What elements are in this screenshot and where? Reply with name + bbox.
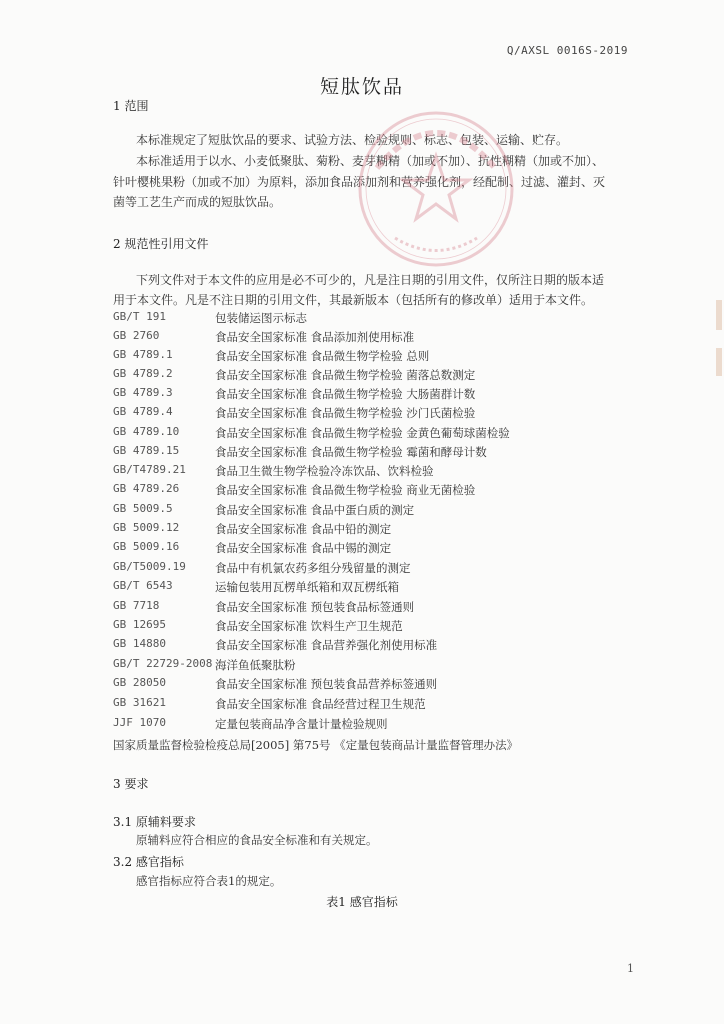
scope-line-4: 菌等工艺生产而成的短肽饮品。: [113, 195, 282, 209]
ref-title: 食品安全国家标准 食品中蛋白质的测定: [215, 503, 415, 517]
ref-code: GB 5009.5: [113, 502, 173, 515]
ref-title: 食品安全国家标准 饮料生产卫生规范: [215, 619, 403, 633]
ref-title: 食品安全国家标准 食品微生物学检验 沙门氏菌检验: [215, 406, 476, 420]
ref-code: GB 4789.2: [113, 367, 173, 380]
ref-title: 食品安全国家标准 食品微生物学检验 金黄色葡萄球菌检验: [215, 426, 510, 440]
raw-material-requirement: 原辅料应符合相应的食品安全标准和有关规定。: [136, 833, 378, 847]
ref-title: 定量包装商品净含量计量检验规则: [215, 717, 388, 731]
ref-title: 食品安全国家标准 食品微生物学检验 总则: [215, 349, 430, 363]
ref-code: GB 7718: [113, 599, 160, 612]
ref-code: GB 4789.10: [113, 425, 180, 438]
ref-title: 食品安全国家标准 食品经营过程卫生规范: [215, 697, 426, 711]
ref-title: 包装储运图示标志: [215, 311, 307, 325]
scope-line-3: 针叶樱桃果粉（加或不加）为原料，添加食品添加剂和营养强化剂，经配制、过滤、灌封、灭: [113, 175, 606, 189]
ref-title: 食品安全国家标准 食品中锡的测定: [215, 541, 392, 555]
company-seal-stamp: [355, 108, 517, 270]
ref-code: GB/T 22729-2008: [113, 657, 213, 670]
ref-code: GB 12695: [113, 618, 166, 631]
ref-code: GB/T4789.21: [113, 463, 186, 476]
ref-title: 食品安全国家标准 食品微生物学检验 菌落总数测定: [215, 368, 476, 382]
ref-title: 食品安全国家标准 预包装食品标签通则: [215, 600, 415, 614]
section-1-heading: 1 范围: [113, 99, 149, 113]
ref-code: GB 4789.15: [113, 444, 180, 457]
ref-code: GB 4789.4: [113, 405, 173, 418]
ref-code: GB 2760: [113, 329, 160, 342]
ref-title: 食品安全国家标准 食品微生物学检验 大肠菌群计数: [215, 387, 476, 401]
section-3-heading: 3 要求: [113, 777, 149, 791]
scope-line-1: 本标准规定了短肽饮品的要求、试验方法、检验规则、标志、包装、运输、贮存。: [136, 133, 569, 147]
ref-title: 食品安全国家标准 食品微生物学检验 商业无菌检验: [215, 483, 476, 497]
references-intro-1: 下列文件对于本文件的应用是必不可少的，凡是注日期的引用文件，仅所注日期的版本适: [136, 273, 605, 287]
subsection-3-1-heading: 3.1 原辅料要求: [113, 815, 196, 829]
ref-code: GB 4789.26: [113, 482, 180, 495]
scope-line-2: 本标准适用于以水、小麦低聚肽、菊粉、麦芽糊精（加或不加）、抗性糊精（加或不加）、: [136, 154, 605, 168]
ref-code: GB 4789.3: [113, 386, 173, 399]
ref-title: 食品安全国家标准 食品营养强化剂使用标准: [215, 638, 438, 652]
ref-code: GB 28050: [113, 676, 166, 689]
ref-code: JJF 1070: [113, 716, 166, 729]
page-number: 1: [627, 962, 634, 975]
ref-title: 食品安全国家标准 预包装食品营养标签通则: [215, 677, 438, 691]
section-2-heading: 2 规范性引用文件: [113, 237, 209, 251]
ref-code: GB 31621: [113, 696, 166, 709]
document-title: 短肽饮品: [319, 76, 404, 98]
ref-code: GB 14880: [113, 637, 166, 650]
ref-title: 运输包装用瓦楞单纸箱和双瓦楞纸箱: [215, 580, 399, 594]
subsection-3-2-heading: 3.2 感官指标: [113, 855, 184, 869]
ref-code: GB 5009.12: [113, 521, 180, 534]
references-intro-2: 用于本文件。凡是不注日期的引用文件，其最新版本（包括所有的修改单）适用于本文件。: [113, 293, 594, 307]
regulation-reference: 国家质量监督检验检疫总局[2005] 第75号 《定量包装商品计量监督管理办法》: [113, 738, 519, 752]
ref-code: GB/T5009.19: [113, 560, 186, 573]
ref-code: GB 4789.1: [113, 348, 173, 361]
sensory-requirement: 感官指标应符合表1的规定。: [136, 874, 282, 888]
ref-code: GB/T 191: [113, 310, 166, 323]
ref-title: 海洋鱼低聚肽粉: [215, 658, 296, 672]
ref-title: 食品安全国家标准 食品微生物学检验 霉菌和酵母计数: [215, 445, 487, 459]
ref-title: 食品安全国家标准 食品添加剂使用标准: [215, 330, 415, 344]
document-code: Q/AXSL 0016S-2019: [506, 44, 628, 57]
scan-edge-mark: [710, 300, 724, 390]
ref-title: 食品安全国家标准 食品中铅的测定: [215, 522, 392, 536]
ref-code: GB 5009.16: [113, 540, 180, 553]
ref-code: GB/T 6543: [113, 579, 173, 592]
ref-title: 食品中有机氯农药多组分残留量的测定: [215, 561, 411, 575]
ref-title: 食品卫生微生物学检验冷冻饮品、饮料检验: [215, 464, 434, 478]
table-caption: 表1 感官指标: [326, 895, 398, 909]
